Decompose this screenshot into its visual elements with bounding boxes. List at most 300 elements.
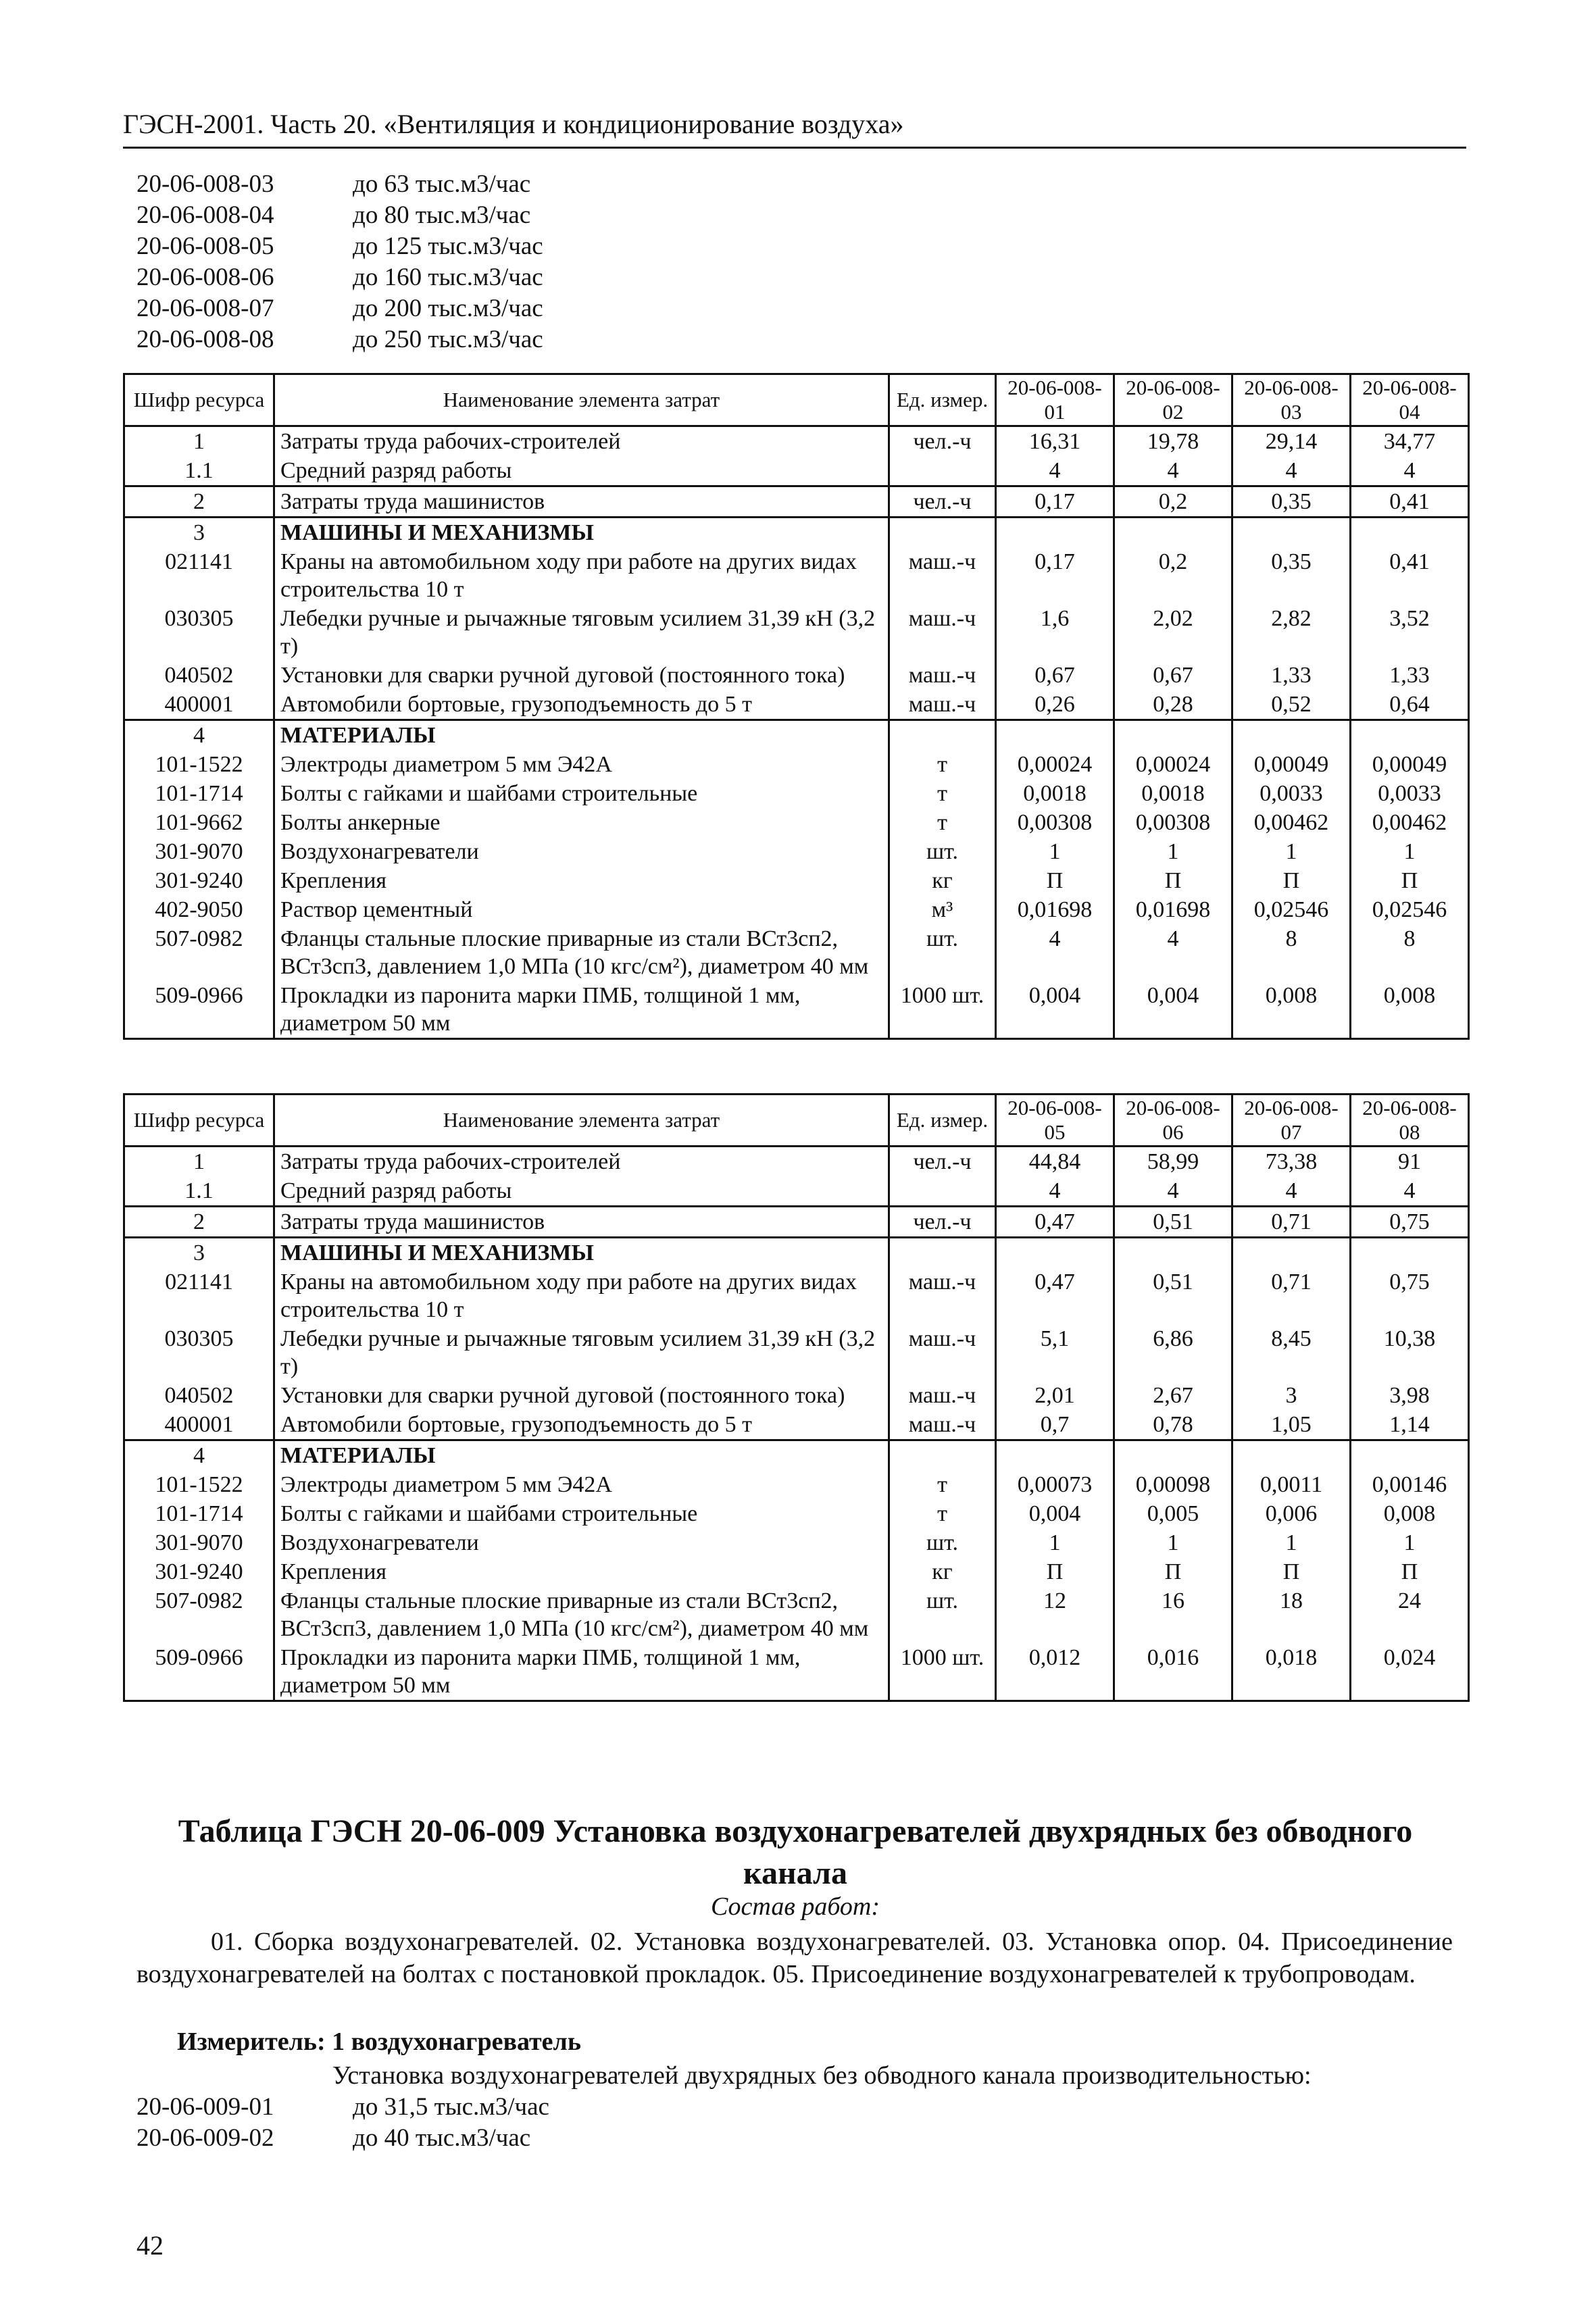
code-row bbox=[136, 200, 812, 231]
norm-value: 0,024 bbox=[1351, 1643, 1469, 1701]
unit: маш.-ч bbox=[889, 604, 996, 661]
header-unit: Ед. измер. bbox=[889, 374, 996, 426]
unit: т bbox=[889, 1499, 996, 1528]
norm-value: 34,77 bbox=[1351, 426, 1469, 457]
resource-code: 507-0982 bbox=[124, 1586, 274, 1643]
unit bbox=[889, 518, 996, 548]
norm-value: 0,47 bbox=[996, 1267, 1114, 1324]
table-row bbox=[124, 1381, 1469, 1410]
resource-code: 1.1 bbox=[124, 1176, 274, 1207]
norm-value bbox=[1351, 518, 1469, 548]
cost-element-name: Крепления bbox=[274, 866, 889, 895]
unit: чел.-ч bbox=[889, 1147, 996, 1177]
norm-value bbox=[1232, 518, 1351, 548]
norm-value: 8 bbox=[1232, 924, 1351, 981]
norm-value: 4 bbox=[996, 456, 1114, 486]
norm-value: 2,02 bbox=[1114, 604, 1232, 661]
header-variant: 20-06-008-04 bbox=[1351, 374, 1469, 426]
unit: маш.-ч bbox=[889, 661, 996, 690]
norm-value: 1,33 bbox=[1232, 661, 1351, 690]
header-variant: 20-06-008-01 bbox=[996, 374, 1114, 426]
composition-label: Состав работ: bbox=[710, 1892, 880, 1921]
norm-value: 0,00308 bbox=[1114, 808, 1232, 837]
resource-code: 101-1714 bbox=[124, 779, 274, 808]
cost-element-name: Средний разряд работы bbox=[274, 1176, 889, 1207]
cost-element-name: Затраты труда машинистов bbox=[274, 1207, 889, 1238]
norm-value bbox=[1114, 1238, 1232, 1268]
norm-value: 1 bbox=[1114, 837, 1232, 866]
norm-value: 18 bbox=[1232, 1586, 1351, 1643]
cost-element-name: Фланцы стальные плоские приварные из стали ВСт3сп2, ВСт3сп3, давлением 1,0 МПа (10 кгс/см²), диаметром 40 мм bbox=[274, 1586, 889, 1643]
table-row bbox=[124, 837, 1469, 866]
unit: м³ bbox=[889, 895, 996, 924]
table-row bbox=[124, 720, 1469, 751]
variant-capacity: до 80 тыс.м3/час bbox=[353, 201, 531, 229]
norm-value: 6,86 bbox=[1114, 1324, 1232, 1381]
norm-value: 0,26 bbox=[996, 690, 1114, 720]
table-row bbox=[124, 661, 1469, 690]
cost-element-name: Лебедки ручные и рычажные тяговым усилием 31,39 кН (3,2 т) bbox=[274, 1324, 889, 1381]
cost-element-name: МАТЕРИАЛЫ bbox=[274, 720, 889, 751]
unit: шт. bbox=[889, 1528, 996, 1557]
cost-element-name: МАШИНЫ И МЕХАНИЗМЫ bbox=[274, 518, 889, 548]
norm-value: 1 bbox=[1232, 1528, 1351, 1557]
cost-element-name: Автомобили бортовые, грузоподъемность до 5 т bbox=[274, 1410, 889, 1440]
unit: чел.-ч bbox=[889, 486, 996, 518]
norm-value: 0,75 bbox=[1351, 1207, 1469, 1238]
code-row bbox=[136, 2092, 812, 2123]
cost-element-name: Установки для сварки ручной дуговой (постоянного тока) bbox=[274, 1381, 889, 1410]
norm-value: 0,01698 bbox=[1114, 895, 1232, 924]
resource-code: 030305 bbox=[124, 1324, 274, 1381]
norm-value: 0,71 bbox=[1232, 1267, 1351, 1324]
resource-code: 1.1 bbox=[124, 456, 274, 486]
norm-value: 0,2 bbox=[1114, 486, 1232, 518]
norm-value: 0,02546 bbox=[1351, 895, 1469, 924]
norm-value: 19,78 bbox=[1114, 426, 1232, 457]
norm-value: 0,00049 bbox=[1232, 750, 1351, 779]
table-row bbox=[124, 750, 1469, 779]
resource-code: 2 bbox=[124, 1207, 274, 1238]
cost-element-name: Фланцы стальные плоские приварные из стали ВСт3сп2, ВСт3сп3, давлением 1,0 МПа (10 кгс/см²), диаметром 40 мм bbox=[274, 924, 889, 981]
norm-value: 0,01698 bbox=[996, 895, 1114, 924]
norm-value: 0,005 bbox=[1114, 1499, 1232, 1528]
cost-element-name: Прокладки из паронита марки ПМБ, толщиной 1 мм, диаметром 50 мм bbox=[274, 981, 889, 1039]
norm-value: 1 bbox=[1351, 837, 1469, 866]
code-row bbox=[136, 2123, 812, 2154]
norm-value: 3 bbox=[1232, 1381, 1351, 1410]
table-row bbox=[124, 1207, 1469, 1238]
table-row bbox=[124, 690, 1469, 720]
norm-value: 16 bbox=[1114, 1586, 1232, 1643]
resource-code: 301-9070 bbox=[124, 837, 274, 866]
resource-code: 021141 bbox=[124, 547, 274, 604]
cost-element-name: Затраты труда машинистов bbox=[274, 486, 889, 518]
unit: 1000 шт. bbox=[889, 1643, 996, 1701]
cost-element-name: МАТЕРИАЛЫ bbox=[274, 1440, 889, 1471]
resource-code: 507-0982 bbox=[124, 924, 274, 981]
unit: маш.-ч bbox=[889, 690, 996, 720]
norm-value: 1 bbox=[996, 837, 1114, 866]
resource-code: 101-1522 bbox=[124, 750, 274, 779]
cost-element-name: Средний разряд работы bbox=[274, 456, 889, 486]
norm-value: 0,00462 bbox=[1351, 808, 1469, 837]
norm-value: 0,0033 bbox=[1232, 779, 1351, 808]
resource-code: 2 bbox=[124, 486, 274, 518]
variant-code: 20-06-008-08 bbox=[136, 326, 274, 353]
norm-value: 16,31 bbox=[996, 426, 1114, 457]
variant-code: 20-06-009-01 bbox=[136, 2093, 274, 2121]
norm-value: 0,67 bbox=[1114, 661, 1232, 690]
cost-element-name: Лебедки ручные и рычажные тяговым усилием 31,39 кН (3,2 т) bbox=[274, 604, 889, 661]
unit bbox=[889, 1176, 996, 1207]
norm-value: 8 bbox=[1351, 924, 1469, 981]
norm-value: П bbox=[1114, 866, 1232, 895]
table-row bbox=[124, 518, 1469, 548]
cost-element-name: Автомобили бортовые, грузоподъемность до 5 т bbox=[274, 690, 889, 720]
norm-value: П bbox=[1232, 866, 1351, 895]
norm-value bbox=[1351, 1440, 1469, 1471]
norm-value: 0,00024 bbox=[996, 750, 1114, 779]
norm-value: 0,71 bbox=[1232, 1207, 1351, 1238]
norm-value: П bbox=[996, 1557, 1114, 1586]
table-row bbox=[124, 1470, 1469, 1499]
norm-value: 0,016 bbox=[1114, 1643, 1232, 1701]
norm-value: 2,01 bbox=[996, 1381, 1114, 1410]
norm-value: 0,0018 bbox=[996, 779, 1114, 808]
composition-text: 01. Сборка воздухонагревателей. 02. Установка воздухонагревателей. 03. Установка опор. 04. Присоединение воздухонагревателей на болтах с постановкой прокладок. 05. Присоединение воздухонагревателей к трубопроводам. bbox=[136, 1928, 1453, 1988]
norm-value bbox=[1114, 1440, 1232, 1471]
norm-value: 44,84 bbox=[996, 1147, 1114, 1177]
norm-value: П bbox=[1351, 866, 1469, 895]
norm-value: 0,51 bbox=[1114, 1267, 1232, 1324]
table-row bbox=[124, 547, 1469, 604]
norm-value: 0,0011 bbox=[1232, 1470, 1351, 1499]
running-header: ГЭСН-2001. Часть 20. «Вентиляция и кондиционирование воздуха» bbox=[123, 108, 1466, 149]
resource-code: 1 bbox=[124, 426, 274, 457]
table-row bbox=[124, 1643, 1469, 1701]
norm-value bbox=[1232, 1440, 1351, 1471]
norm-value: 10,38 bbox=[1351, 1324, 1469, 1381]
norm-value bbox=[1232, 1238, 1351, 1268]
norm-value: 5,1 bbox=[996, 1324, 1114, 1381]
norm-value: 0,00049 bbox=[1351, 750, 1469, 779]
norm-value: 0,00308 bbox=[996, 808, 1114, 837]
table-row bbox=[124, 895, 1469, 924]
norm-value: 0,00146 bbox=[1351, 1470, 1469, 1499]
norm-value: 8,45 bbox=[1232, 1324, 1351, 1381]
norm-value: 4 bbox=[1351, 1176, 1469, 1207]
variant-capacity: до 40 тыс.м3/час bbox=[353, 2124, 531, 2152]
table-row bbox=[124, 1324, 1469, 1381]
resource-code: 040502 bbox=[124, 661, 274, 690]
table-row bbox=[124, 1586, 1469, 1643]
cost-element-name: Воздухонагреватели bbox=[274, 837, 889, 866]
cost-element-name: Болты анкерные bbox=[274, 808, 889, 837]
cost-element-name: Краны на автомобильном ходу при работе на других видах строительства 10 т bbox=[274, 1267, 889, 1324]
norm-value bbox=[1114, 518, 1232, 548]
cost-element-name: Краны на автомобильном ходу при работе на других видах строительства 10 т bbox=[274, 547, 889, 604]
unit: маш.-ч bbox=[889, 547, 996, 604]
header-variant: 20-06-008-05 bbox=[996, 1095, 1114, 1147]
norm-value: П bbox=[996, 866, 1114, 895]
norm-value: 0,17 bbox=[996, 547, 1114, 604]
norm-value: 0,51 bbox=[1114, 1207, 1232, 1238]
norm-value: 0,008 bbox=[1232, 981, 1351, 1039]
norm-value: 0,64 bbox=[1351, 690, 1469, 720]
norm-value: П bbox=[1232, 1557, 1351, 1586]
norm-value: 0,00462 bbox=[1232, 808, 1351, 837]
norm-value: 0,52 bbox=[1232, 690, 1351, 720]
unit bbox=[889, 456, 996, 486]
norm-value: 0,28 bbox=[1114, 690, 1232, 720]
norm-value bbox=[1232, 720, 1351, 751]
variant-capacity: до 160 тыс.м3/час bbox=[353, 263, 543, 291]
norm-value bbox=[996, 1238, 1114, 1268]
norm-value: 0,35 bbox=[1232, 486, 1351, 518]
unit: шт. bbox=[889, 924, 996, 981]
norm-value: 12 bbox=[996, 1586, 1114, 1643]
norm-value: 0,00098 bbox=[1114, 1470, 1232, 1499]
resource-code: 101-1522 bbox=[124, 1470, 274, 1499]
description-line: Установка воздухонагревателей двухрядных без обводного канала производительностью: bbox=[332, 2061, 1312, 2090]
norm-value: 1 bbox=[1351, 1528, 1469, 1557]
cost-element-name: Электроды диаметром 5 мм Э42А bbox=[274, 750, 889, 779]
code-row bbox=[136, 324, 812, 355]
norm-value: 1 bbox=[1232, 837, 1351, 866]
norm-value: 4 bbox=[1114, 1176, 1232, 1207]
norm-value: 91 bbox=[1351, 1147, 1469, 1177]
resource-code: 4 bbox=[124, 1440, 274, 1471]
code-row bbox=[136, 231, 812, 262]
unit bbox=[889, 1440, 996, 1471]
norm-value: 0,004 bbox=[1114, 981, 1232, 1039]
header-variant: 20-06-008-03 bbox=[1232, 374, 1351, 426]
norm-value: 1 bbox=[996, 1528, 1114, 1557]
norm-value bbox=[1351, 1238, 1469, 1268]
cost-element-name: Раствор цементный bbox=[274, 895, 889, 924]
norm-value: 0,012 bbox=[996, 1643, 1114, 1701]
norm-value: 2,67 bbox=[1114, 1381, 1232, 1410]
cost-element-name: Болты с гайками и шайбами строительные bbox=[274, 779, 889, 808]
unit: шт. bbox=[889, 837, 996, 866]
norm-value: 3,52 bbox=[1351, 604, 1469, 661]
header-row bbox=[124, 374, 1469, 426]
unit: кг bbox=[889, 1557, 996, 1586]
norm-value: 1,05 bbox=[1232, 1410, 1351, 1440]
unit bbox=[889, 1238, 996, 1268]
header-name: Наименование элемента затрат bbox=[274, 1095, 889, 1147]
unit: т bbox=[889, 1470, 996, 1499]
unit: т bbox=[889, 808, 996, 837]
norm-value bbox=[996, 720, 1114, 751]
cost-element-name: Крепления bbox=[274, 1557, 889, 1586]
resource-code: 021141 bbox=[124, 1267, 274, 1324]
cost-element-name: Прокладки из паронита марки ПМБ, толщиной 1 мм, диаметром 50 мм bbox=[274, 1643, 889, 1701]
table-row bbox=[124, 1528, 1469, 1557]
norm-value: 4 bbox=[1114, 456, 1232, 486]
variant-code: 20-06-009-02 bbox=[136, 2124, 274, 2152]
norm-value: 0,17 bbox=[996, 486, 1114, 518]
norm-value: 4 bbox=[996, 924, 1114, 981]
norm-value: 0,02546 bbox=[1232, 895, 1351, 924]
resource-code: 301-9240 bbox=[124, 866, 274, 895]
unit: т bbox=[889, 750, 996, 779]
norm-value: 2,82 bbox=[1232, 604, 1351, 661]
norm-value bbox=[1351, 720, 1469, 751]
variant-capacity: до 31,5 тыс.м3/час bbox=[353, 2093, 549, 2121]
norm-value: 73,38 bbox=[1232, 1147, 1351, 1177]
norm-value: П bbox=[1351, 1557, 1469, 1586]
norm-value: 0,75 bbox=[1351, 1267, 1469, 1324]
norm-value bbox=[996, 518, 1114, 548]
norm-value: 1 bbox=[1114, 1528, 1232, 1557]
norm-value: 0,0033 bbox=[1351, 779, 1469, 808]
section-code-list bbox=[136, 2092, 812, 2154]
resource-table-1 bbox=[123, 373, 1470, 1040]
variant-capacity: до 125 тыс.м3/час bbox=[353, 232, 543, 260]
cost-element-name: Воздухонагреватели bbox=[274, 1528, 889, 1557]
unit bbox=[889, 720, 996, 751]
resource-code: 4 bbox=[124, 720, 274, 751]
unit: чел.-ч bbox=[889, 426, 996, 457]
unit: 1000 шт. bbox=[889, 981, 996, 1039]
table-row bbox=[124, 1147, 1469, 1177]
norm-value: 0,41 bbox=[1351, 486, 1469, 518]
norm-value: 0,00024 bbox=[1114, 750, 1232, 779]
norm-value: 0,018 bbox=[1232, 1643, 1351, 1701]
resource-code: 101-1714 bbox=[124, 1499, 274, 1528]
header-row bbox=[124, 1095, 1469, 1147]
meter-line: Измеритель: 1 воздухонагреватель bbox=[177, 2028, 581, 2056]
resource-code: 509-0966 bbox=[124, 981, 274, 1039]
unit: кг bbox=[889, 866, 996, 895]
norm-value bbox=[1114, 720, 1232, 751]
variant-code: 20-06-008-05 bbox=[136, 232, 274, 260]
norm-value: 0,35 bbox=[1232, 547, 1351, 604]
norm-value: 0,008 bbox=[1351, 981, 1469, 1039]
table-row bbox=[124, 1440, 1469, 1471]
variant-code: 20-06-008-06 bbox=[136, 263, 274, 291]
table-row bbox=[124, 456, 1469, 486]
cost-element-name: Затраты труда рабочих-строителей bbox=[274, 426, 889, 457]
table-row bbox=[124, 1267, 1469, 1324]
code-row bbox=[136, 262, 812, 293]
norm-value: 0,006 bbox=[1232, 1499, 1351, 1528]
header-name: Наименование элемента затрат bbox=[274, 374, 889, 426]
unit: маш.-ч bbox=[889, 1324, 996, 1381]
norm-value: 0,00073 bbox=[996, 1470, 1114, 1499]
norm-value: 0,47 bbox=[996, 1207, 1114, 1238]
norm-value: 0,2 bbox=[1114, 547, 1232, 604]
variant-capacity: до 200 тыс.м3/час bbox=[353, 295, 543, 322]
cost-element-name: МАШИНЫ И МЕХАНИЗМЫ bbox=[274, 1238, 889, 1268]
norm-value: 4 bbox=[1114, 924, 1232, 981]
unit: маш.-ч bbox=[889, 1381, 996, 1410]
table-row bbox=[124, 426, 1469, 457]
resource-code: 509-0966 bbox=[124, 1643, 274, 1701]
variant-code-list bbox=[136, 169, 812, 355]
page-number: 42 bbox=[136, 2230, 164, 2261]
unit: т bbox=[889, 779, 996, 808]
norm-value: 0,004 bbox=[996, 1499, 1114, 1528]
table-row bbox=[124, 1238, 1469, 1268]
resource-code: 3 bbox=[124, 518, 274, 548]
code-row bbox=[136, 293, 812, 324]
table-row bbox=[124, 779, 1469, 808]
header-variant: 20-06-008-06 bbox=[1114, 1095, 1232, 1147]
resource-code: 3 bbox=[124, 1238, 274, 1268]
cost-element-name: Затраты труда рабочих-строителей bbox=[274, 1147, 889, 1177]
norm-value: 0,004 bbox=[996, 981, 1114, 1039]
code-row bbox=[136, 169, 812, 200]
norm-value: 1,33 bbox=[1351, 661, 1469, 690]
header-variant: 20-06-008-08 bbox=[1351, 1095, 1469, 1147]
header-code: Шифр ресурса bbox=[124, 374, 274, 426]
unit: шт. bbox=[889, 1586, 996, 1643]
norm-value: 0,0018 bbox=[1114, 779, 1232, 808]
table-row bbox=[124, 486, 1469, 518]
unit: чел.-ч bbox=[889, 1207, 996, 1238]
norm-value bbox=[996, 1440, 1114, 1471]
norm-value: П bbox=[1114, 1557, 1232, 1586]
header-variant: 20-06-008-07 bbox=[1232, 1095, 1351, 1147]
header-unit: Ед. измер. bbox=[889, 1095, 996, 1147]
table-row bbox=[124, 924, 1469, 981]
variant-capacity: до 250 тыс.м3/час bbox=[353, 326, 543, 353]
table-row bbox=[124, 866, 1469, 895]
variant-code: 20-06-008-07 bbox=[136, 295, 274, 322]
norm-value: 58,99 bbox=[1114, 1147, 1232, 1177]
resource-code: 030305 bbox=[124, 604, 274, 661]
unit: маш.-ч bbox=[889, 1410, 996, 1440]
norm-value: 0,67 bbox=[996, 661, 1114, 690]
norm-value: 1,14 bbox=[1351, 1410, 1469, 1440]
resource-code: 301-9070 bbox=[124, 1528, 274, 1557]
norm-value: 4 bbox=[1351, 456, 1469, 486]
norm-value: 1,6 bbox=[996, 604, 1114, 661]
table-row bbox=[124, 604, 1469, 661]
norm-value: 0,7 bbox=[996, 1410, 1114, 1440]
cost-element-name: Установки для сварки ручной дуговой (постоянного тока) bbox=[274, 661, 889, 690]
norm-value: 0,41 bbox=[1351, 547, 1469, 604]
resource-code: 400001 bbox=[124, 1410, 274, 1440]
table-row bbox=[124, 1176, 1469, 1207]
unit: маш.-ч bbox=[889, 1267, 996, 1324]
norm-value: 24 bbox=[1351, 1586, 1469, 1643]
variant-capacity: до 63 тыс.м3/час bbox=[353, 170, 531, 198]
cost-element-name: Электроды диаметром 5 мм Э42А bbox=[274, 1470, 889, 1499]
norm-value: 0,008 bbox=[1351, 1499, 1469, 1528]
resource-code: 101-9662 bbox=[124, 808, 274, 837]
norm-value: 0,78 bbox=[1114, 1410, 1232, 1440]
table-row bbox=[124, 1557, 1469, 1586]
header-variant: 20-06-008-02 bbox=[1114, 374, 1232, 426]
resource-table-2 bbox=[123, 1093, 1470, 1702]
resource-code: 402-9050 bbox=[124, 895, 274, 924]
table-row bbox=[124, 1499, 1469, 1528]
table-row bbox=[124, 808, 1469, 837]
norm-value: 29,14 bbox=[1232, 426, 1351, 457]
cost-element-name: Болты с гайками и шайбами строительные bbox=[274, 1499, 889, 1528]
header-code: Шифр ресурса bbox=[124, 1095, 274, 1147]
section-title: Таблица ГЭСН 20-06-009 Установка воздухонагревателей двухрядных без обводного канала bbox=[178, 1813, 1413, 1891]
norm-value: 3,98 bbox=[1351, 1381, 1469, 1410]
norm-value: 4 bbox=[1232, 456, 1351, 486]
table-row bbox=[124, 981, 1469, 1039]
resource-code: 040502 bbox=[124, 1381, 274, 1410]
norm-value: 4 bbox=[1232, 1176, 1351, 1207]
